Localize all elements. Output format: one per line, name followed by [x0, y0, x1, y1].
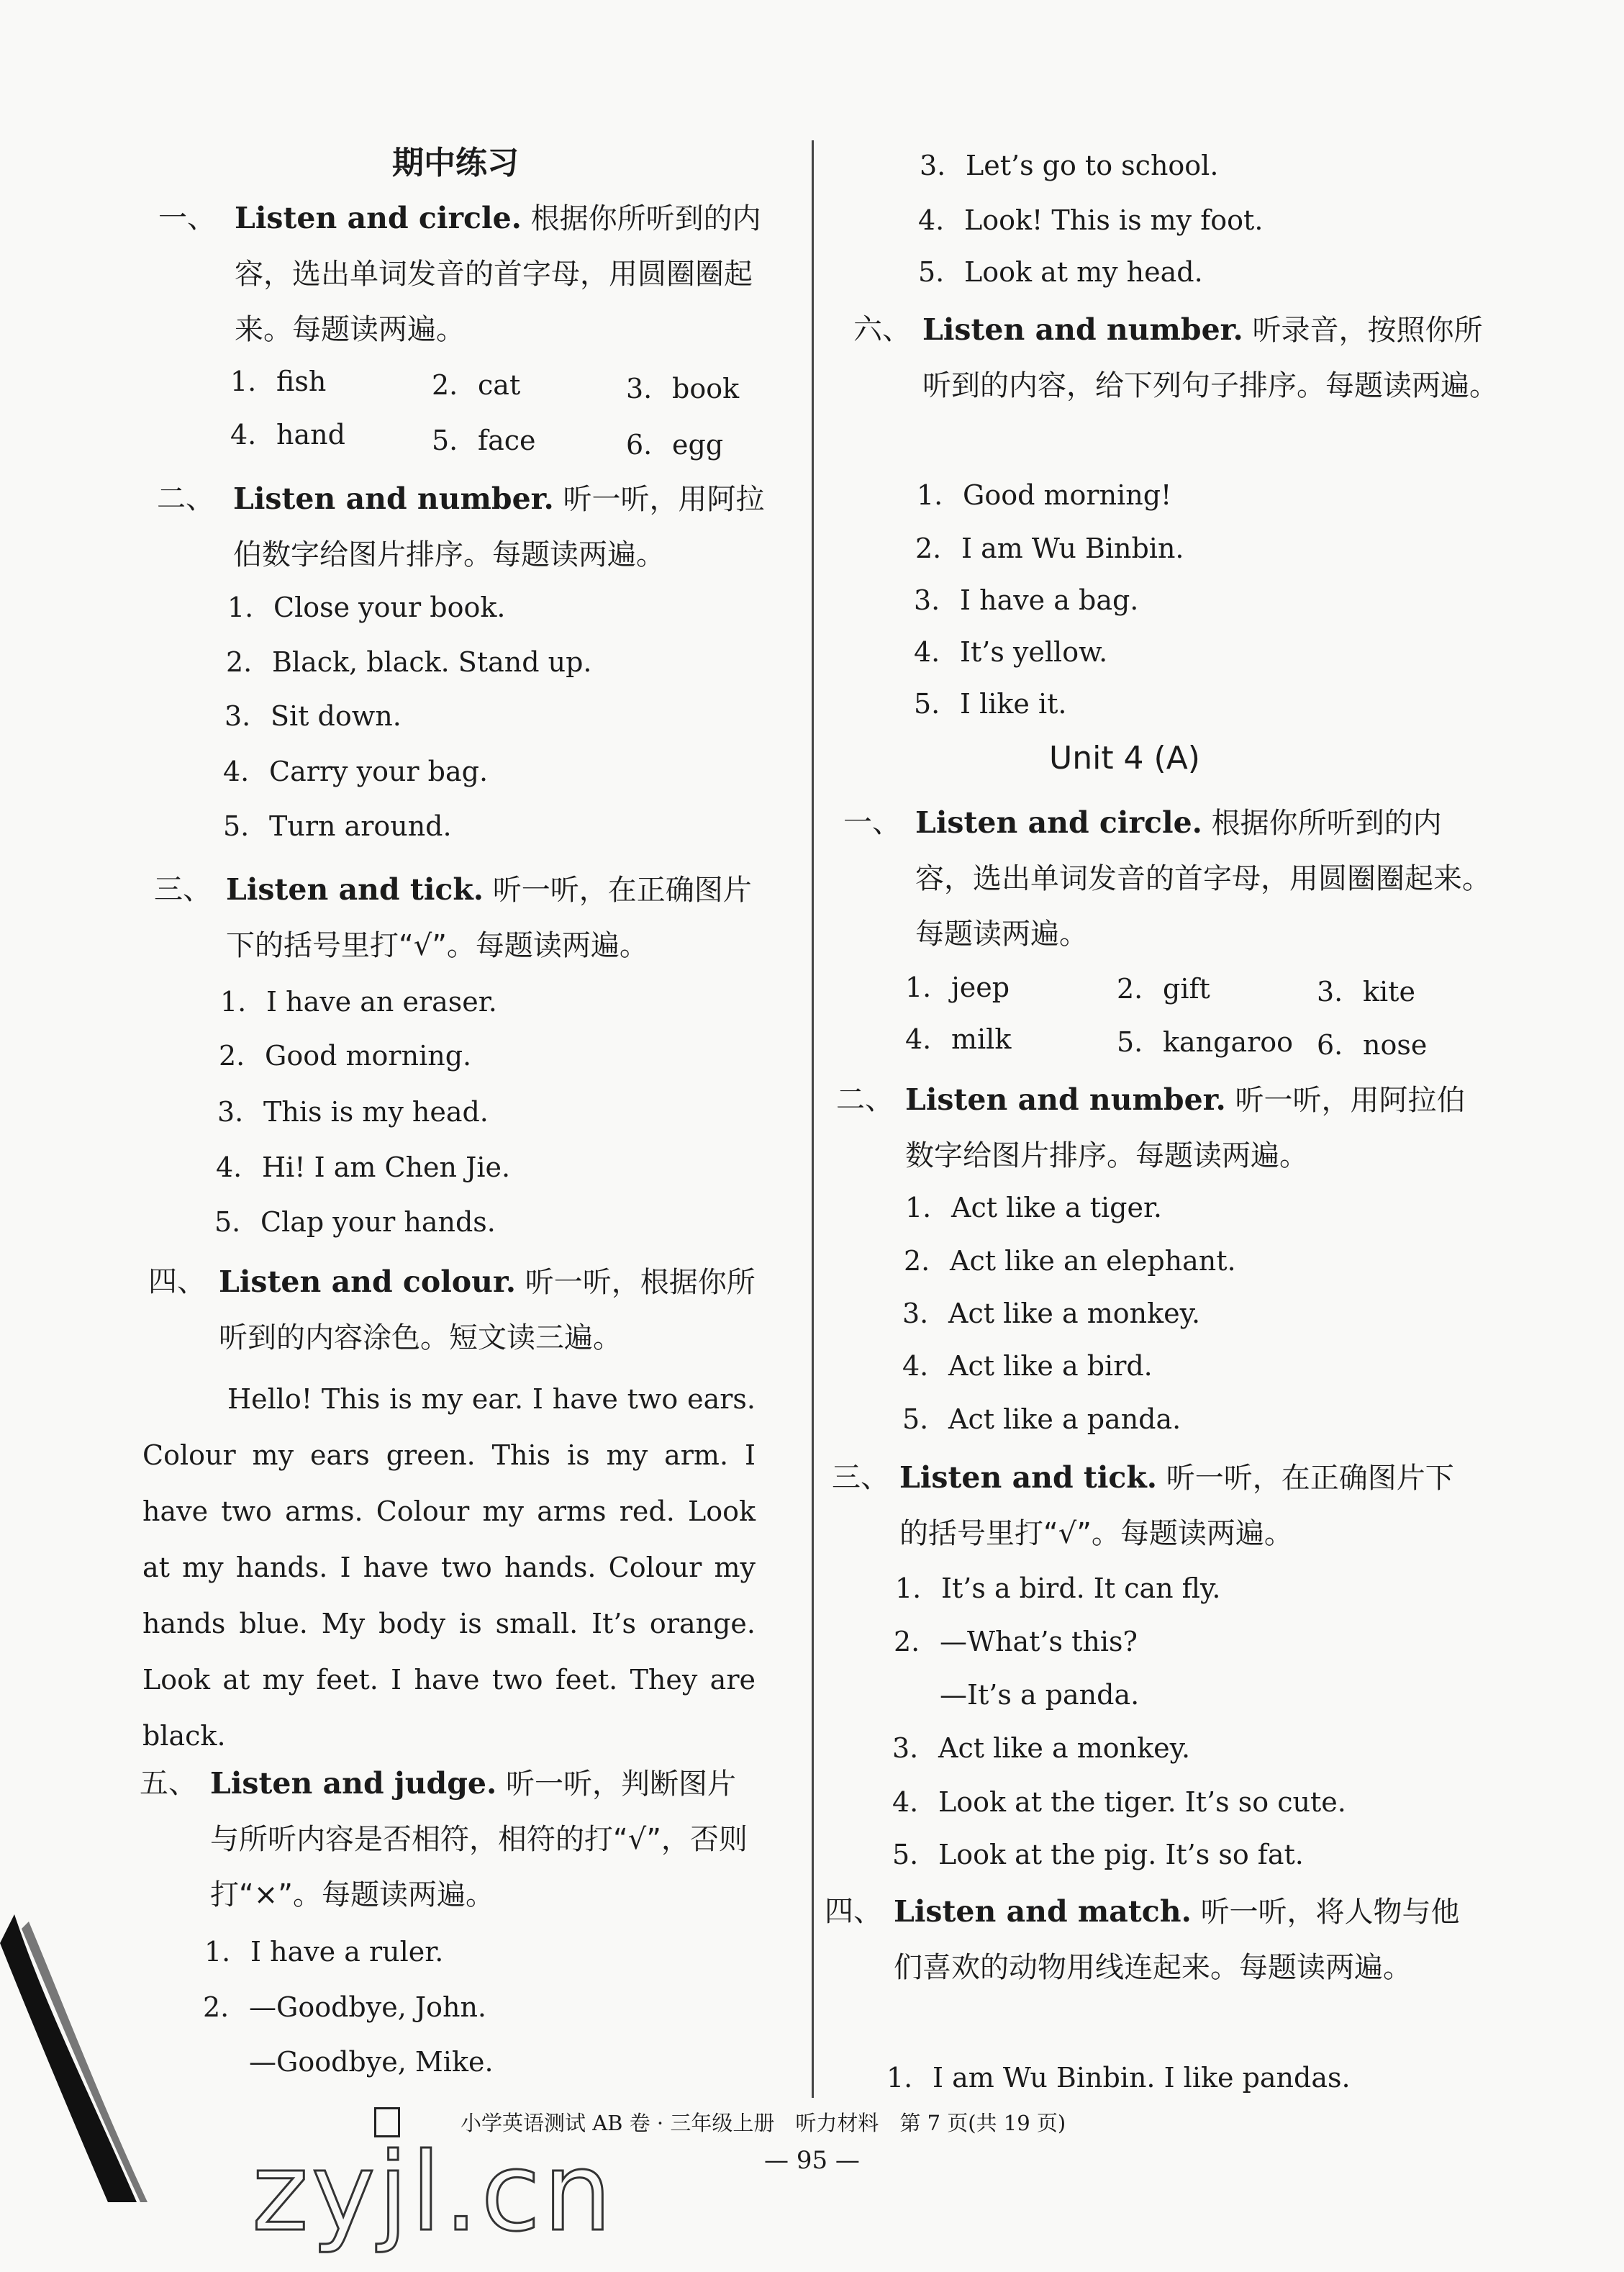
section-heading: 一、 Listen and circle. 根据你所听到的内容，选出单词发音的首字母，用圆圈圈起来。每题读两遍。 [158, 201, 761, 346]
list-item: 5. kangaroo [1117, 1026, 1294, 1058]
page-title: 期中练习 [392, 145, 519, 181]
list-item: 5. Look at my head. [918, 256, 1203, 288]
list-item: 1. Act like a tiger. [905, 1192, 1163, 1223]
passage: Hello! This is my ear. I have two ears. Colour my ears green. This is my arm. I have two arms. Colour my arms red. Look at my hands. I have two hands. Colour my hands blue. My body is small. It’s orange. Look at my feet. I have two feet. They are black. [142, 1383, 756, 1752]
list-item: 1. I have an eraser. [220, 986, 497, 1018]
list-item: 2. Act like an elephant. [904, 1245, 1236, 1277]
list-item: 1. I have a ruler. [204, 1936, 444, 1968]
section-heading: 四、 Listen and colour. 听一听，根据你所听到的内容涂色。短文读三遍。 [148, 1264, 756, 1354]
list-item: 4. Look! This is my foot. [918, 204, 1264, 236]
list-item: 2. I am Wu Binbin. [915, 533, 1184, 564]
list-item: 3. Sit down. [224, 700, 402, 732]
page-number: — 95 — [764, 2146, 860, 2175]
list-item: 2. Good morning. [219, 1040, 472, 1072]
list-item: 3. Let’s go to school. [920, 150, 1219, 181]
section-heading: 六、 Listen and number. 听录音，按照你所听到的内容，给下列句子排序。每题读两遍。 [853, 312, 1498, 402]
list-item: 1. fish [230, 366, 327, 397]
list-item: 1. It’s a bird. It can fly. [895, 1572, 1221, 1604]
list-item: —It’s a panda. [940, 1679, 1140, 1711]
list-item: 5. Act like a panda. [902, 1403, 1181, 1435]
list-item: 3. Act like a monkey. [892, 1732, 1191, 1764]
list-item: 6. nose [1317, 1029, 1428, 1061]
scan-shadow [0, 1914, 151, 2202]
section-heading: 二、 Listen and number. 听一听，用阿拉伯数字给图片排序。每题读两遍。 [836, 1082, 1466, 1172]
list-item: —Goodbye, Mike. [249, 2046, 494, 2078]
list-item: 1. Good morning! [917, 479, 1172, 511]
list-item: 5. Turn around. [223, 810, 452, 842]
section-heading: 二、 Listen and number. 听一听，用阿拉伯数字给图片排序。每题读两遍。 [157, 481, 765, 571]
watermark: zyjl.cn [252, 2130, 615, 2255]
list-item: 6. egg [626, 429, 724, 461]
list-item: 4. Hi! I am Chen Jie. [216, 1151, 511, 1183]
list-item: 5. I like it. [914, 688, 1067, 720]
list-item: 4. Carry your bag. [223, 756, 489, 787]
list-item: 1. I am Wu Binbin. I like pandas. [886, 2062, 1351, 2094]
list-item: 2. cat [432, 369, 521, 401]
section-heading: 一、 Listen and circle. 根据你所听到的内容，选出单词发音的首字母，用圆圈圈起来。每题读两遍。 [843, 805, 1491, 951]
list-item: 5. face [432, 425, 536, 456]
column-divider [812, 140, 814, 2098]
list-item: 3. book [626, 373, 740, 404]
list-item: 2. —Goodbye, John. [203, 1991, 487, 2023]
list-item: 3. I have a bag. [914, 584, 1139, 616]
list-item: 3. kite [1317, 976, 1415, 1008]
list-item: 1. Close your book. [227, 592, 506, 623]
section-heading: 三、 Listen and tick. 听一听，在正确图片下的括号里打“√”。每题读两遍。 [154, 872, 752, 962]
list-item: 1. jeep [905, 972, 1010, 1003]
list-item: 5. Look at the pig. It’s so fat. [892, 1839, 1304, 1870]
list-item: 4. milk [905, 1023, 1012, 1055]
section-heading: 五、 Listen and judge. 听一听，判断图片与所听内容是否相符，相符的打“√”，否则打“×”。每题读两遍。 [140, 1766, 748, 1911]
list-item: 5. Clap your hands. [214, 1206, 496, 1238]
list-item: 3. Act like a monkey. [902, 1298, 1201, 1329]
unit-title: Unit 4 (A) [1049, 740, 1200, 777]
list-item: 2. Black, black. Stand up. [226, 646, 592, 678]
list-item: 3. This is my head. [217, 1096, 489, 1128]
section-heading: 三、 Listen and tick. 听一听，在正确图片下的括号里打“√”。每题读两遍。 [832, 1460, 1454, 1550]
list-item: 4. hand [230, 419, 345, 451]
list-item: 4. Look at the tiger. It’s so cute. [892, 1786, 1346, 1818]
section-heading: 四、 Listen and match. 听一听，将人物与他们喜欢的动物用线连起来。每题读两遍。 [825, 1894, 1460, 1984]
list-item: 4. Act like a bird. [902, 1350, 1153, 1382]
list-item: 4. It’s yellow. [914, 636, 1108, 668]
list-item: 2. gift [1117, 973, 1210, 1005]
list-item: 2. —What’s this? [894, 1626, 1138, 1657]
